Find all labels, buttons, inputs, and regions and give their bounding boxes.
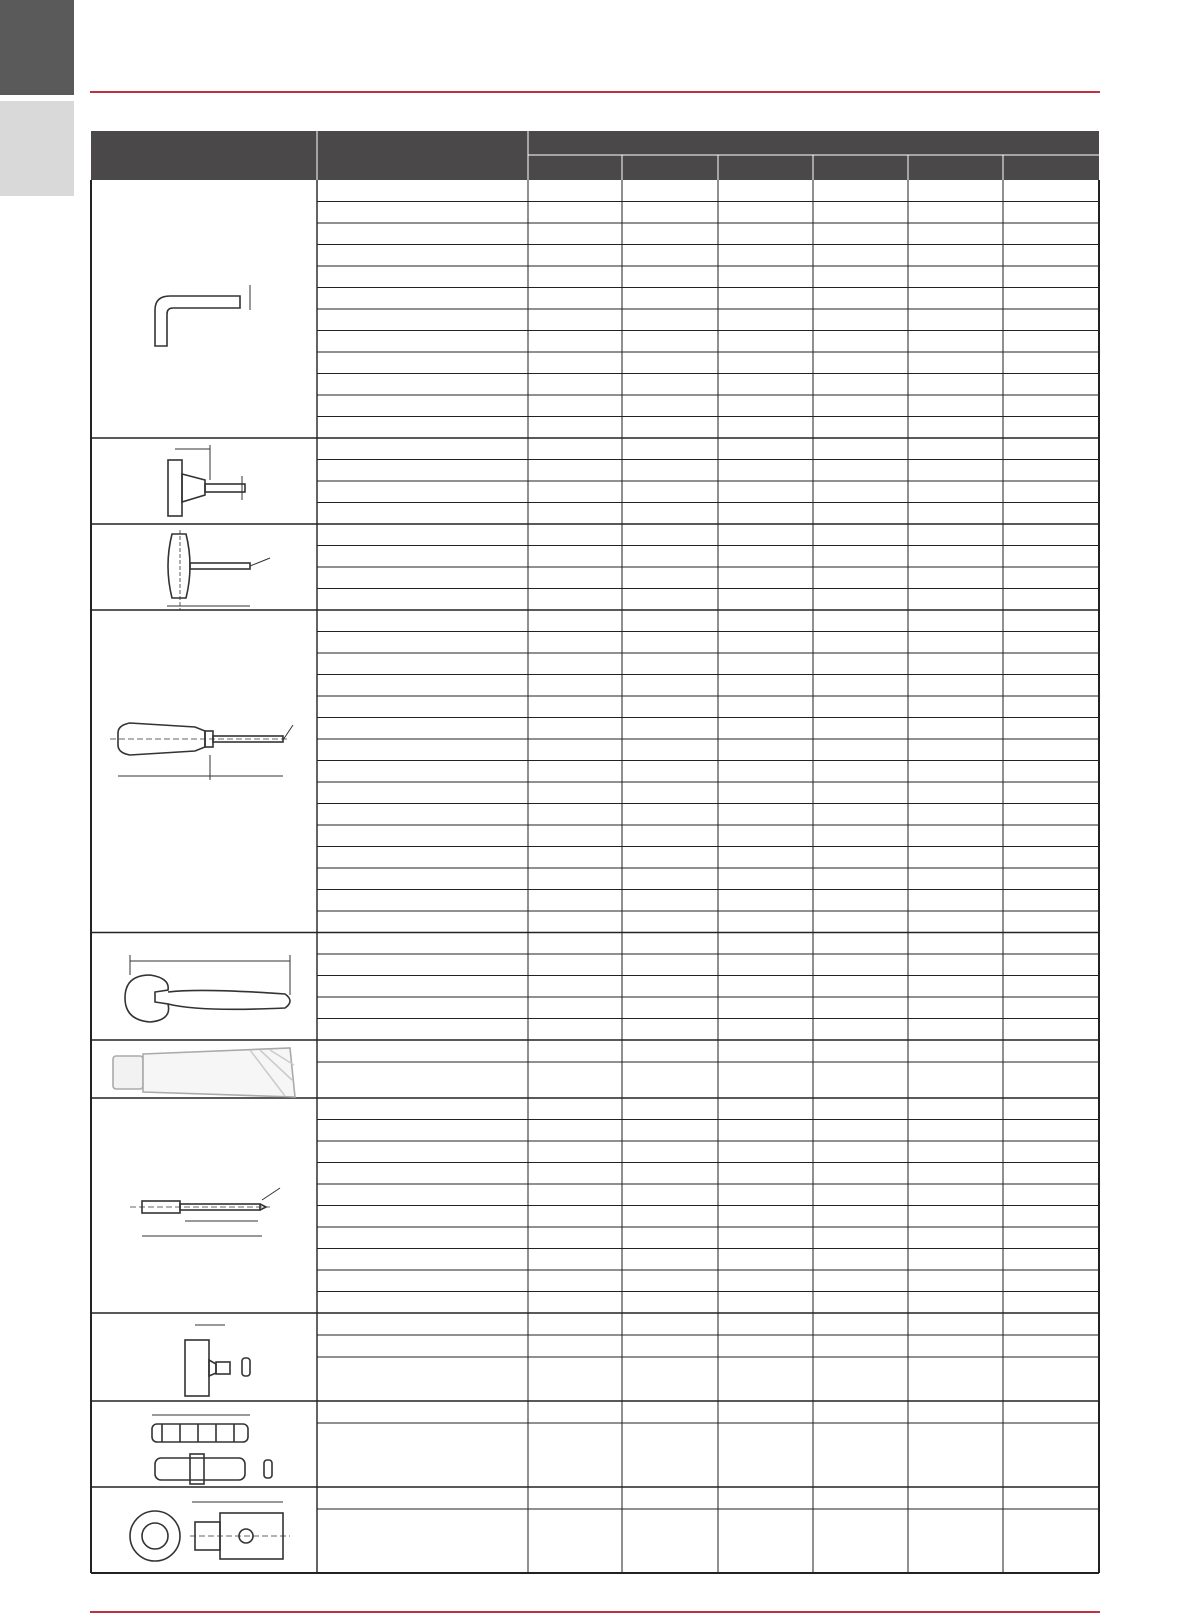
tool-cell-hex-key-l <box>91 180 317 438</box>
screwdriver-icon <box>110 723 293 780</box>
tool-cell-open-end-wrench <box>91 933 317 1041</box>
t-handle-hex-key-icon <box>168 445 245 516</box>
chain-holder-icon <box>152 1415 272 1484</box>
t-handle-socket-icon <box>185 1325 250 1396</box>
l-shaped-hex-key-icon <box>155 285 250 346</box>
tool-cell-t-handle-hex-key <box>91 438 317 524</box>
open-end-wrench-icon <box>125 955 290 1022</box>
tool-cell-screwdriver <box>91 610 317 933</box>
grease-tube-icon <box>113 1048 295 1097</box>
tool-cell-extension-bit <box>91 1098 317 1313</box>
tool-cell-torque-screwdriver-round <box>91 524 317 610</box>
tool-cell-t-handle-socket <box>91 1313 317 1401</box>
socket-adapter-icon <box>130 1502 290 1561</box>
round-handle-screwdriver-icon <box>167 530 270 610</box>
extension-bit-icon <box>130 1188 280 1236</box>
